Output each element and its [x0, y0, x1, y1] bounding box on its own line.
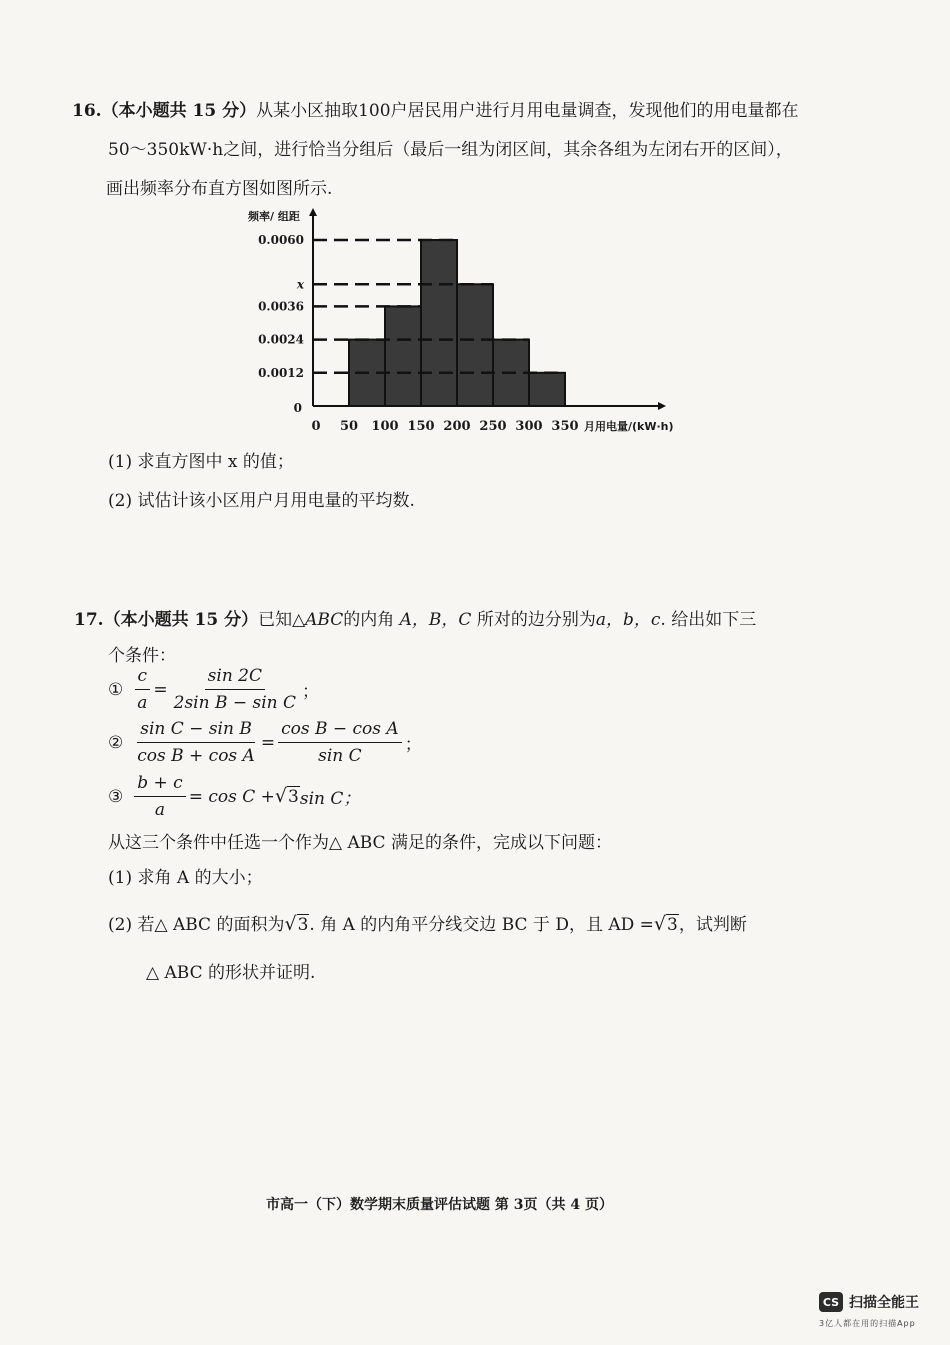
histogram-bar	[457, 284, 493, 406]
q16-number: 16.	[72, 101, 102, 121]
camscanner-tagline: 3亿人都在用的扫描App	[819, 1319, 916, 1328]
q17-part2-b: . 角 A 的内角平分线交边 BC 于 D，且 AD =	[309, 915, 654, 935]
condition-2-rhs-num: cos B − cos A	[278, 718, 402, 743]
y-tick-label: 0.0060	[258, 233, 304, 247]
camscanner-name: 扫描全能王	[849, 1295, 919, 1311]
q17-choose: 从这三个条件中任选一个作为△ ABC 满足的条件，完成以下问题：	[108, 833, 612, 853]
y-axis-label: 频率/ 组距	[248, 210, 300, 223]
y-tick-label: x	[296, 277, 304, 292]
q17-part2-c: ，试判断	[678, 915, 747, 935]
camscanner-logo: CS	[819, 1292, 843, 1312]
condition-2-lhs-den: cos B + cos A	[137, 746, 255, 766]
condition-1: ① $\frac{c}{a}$ = $\frac{\sin 2C}{\text{2sin B − sin C}}$ ；	[108, 666, 320, 713]
q17-intro-e: 所对的边分别为	[476, 610, 596, 630]
histogram-bar	[385, 306, 421, 406]
q17-part2-radicand-2: 3	[667, 915, 678, 935]
x-tick-label: 50	[339, 419, 359, 434]
condition-2: ② $\frac{\text{sin C − sin B}}{\text{cos B + cos A}}$ = $\frac{\text{cos B − cos A}}{\text{sin C}}$ ；	[108, 719, 422, 766]
q17-part1: (1) 求角 A 的大小；	[108, 868, 263, 888]
q17-part2-a: (2) 若△ ABC 的面积为	[108, 915, 285, 935]
condition-2-rhs	[278, 718, 402, 767]
condition-1-lhs-num: c	[135, 665, 151, 690]
page-footer: 市高一（下）数学期末质量评估试题 第 3页（共 4 页）	[266, 1197, 613, 1213]
condition-1-rhs	[171, 665, 299, 714]
x-tick-label: 300	[515, 419, 543, 434]
condition-1-lhs	[134, 665, 150, 714]
sqrt-3-symbol: √ 3	[284, 913, 309, 935]
q17-intro-f: a，b，c	[595, 610, 661, 630]
condition-3	[108, 772, 360, 821]
frequency-histogram	[240, 200, 690, 445]
y-tick-label: 0.0012	[258, 365, 304, 380]
q17-score: （本小题共 15 分）	[103, 610, 259, 630]
q17-intro-b: ABC	[305, 610, 344, 630]
sqrt-3-symbol: √ 3	[274, 785, 299, 807]
q17-intro-c: 的内角	[343, 610, 395, 630]
q17-number: 17.	[74, 610, 104, 630]
y-tick-label: 0.0036	[258, 299, 304, 314]
condition-2-rhs-den: sin C	[318, 746, 362, 766]
x-tick-label: 0	[311, 419, 321, 434]
y-axis-arrow	[309, 208, 317, 216]
q16-line1: 从某小区抽取100户居民用户进行月用电量调查，发现他们的用电量都在	[256, 101, 799, 121]
x-tick-label: 250	[479, 419, 507, 434]
y-tick-label: 0	[293, 401, 302, 415]
x-axis-label: 月用电量/(kW·h)	[584, 420, 674, 433]
x-tick-label: 200	[443, 419, 471, 434]
q17-intro-line2: 个条件：	[108, 646, 176, 666]
q16-part2: (2) 试估计该小区用户月用电量的平均数.	[108, 491, 415, 511]
condition-3-lhs-den: a	[154, 800, 166, 820]
condition-2-number: ②	[108, 732, 124, 753]
q16-line3: 画出频率分布直方图如图所示.	[106, 179, 333, 199]
condition-1-rhs-num: sin 2C	[205, 665, 265, 690]
x-tick-label: 150	[407, 419, 435, 434]
condition-3-number: ③	[108, 786, 124, 807]
q17-part2-line2: △ ABC 的形状并证明.	[146, 963, 316, 983]
condition-1-lhs-den: a	[137, 693, 148, 713]
q16-score: （本小题共 15 分）	[101, 101, 257, 121]
histogram-bar	[529, 373, 565, 406]
x-tick-label: 100	[371, 419, 399, 434]
condition-2-lhs-num: sin C − sin B	[137, 718, 255, 743]
q17-intro-g: . 给出如下三	[660, 610, 757, 630]
condition-2-lhs	[134, 718, 258, 767]
q17-intro-a: 已知△	[258, 610, 306, 630]
condition-3-rhs-a: = cos C +	[188, 786, 275, 807]
q16-line2: 50～350kW·h之间，进行恰当分组后（最后一组为闭区间，其余各组为左闭右开的区间），	[108, 140, 793, 160]
sqrt-3-symbol: √ 3	[653, 913, 678, 935]
condition-3-radicand: 3	[288, 787, 299, 807]
condition-1-rhs-den: 2sin B − sin C	[173, 693, 297, 713]
histogram-bar	[421, 240, 457, 406]
q17-part2-radicand-1: 3	[297, 915, 309, 935]
q16-part1: (1) 求直方图中 x 的值；	[108, 452, 294, 472]
condition-3-rhs-b: sin C；	[299, 789, 361, 809]
y-tick-label: 0.0024	[258, 332, 304, 347]
condition-3-lhs-num: b + c	[134, 772, 185, 797]
condition-3-lhs	[134, 772, 185, 821]
x-tick-label: 350	[551, 419, 579, 434]
q17-intro-d: A，B，C	[399, 610, 472, 630]
x-axis-arrow	[658, 402, 666, 410]
condition-1-number: ①	[108, 679, 124, 700]
q17-part2-line1	[108, 910, 747, 935]
q16-header	[72, 96, 799, 121]
q17-intro-line1	[74, 605, 756, 630]
